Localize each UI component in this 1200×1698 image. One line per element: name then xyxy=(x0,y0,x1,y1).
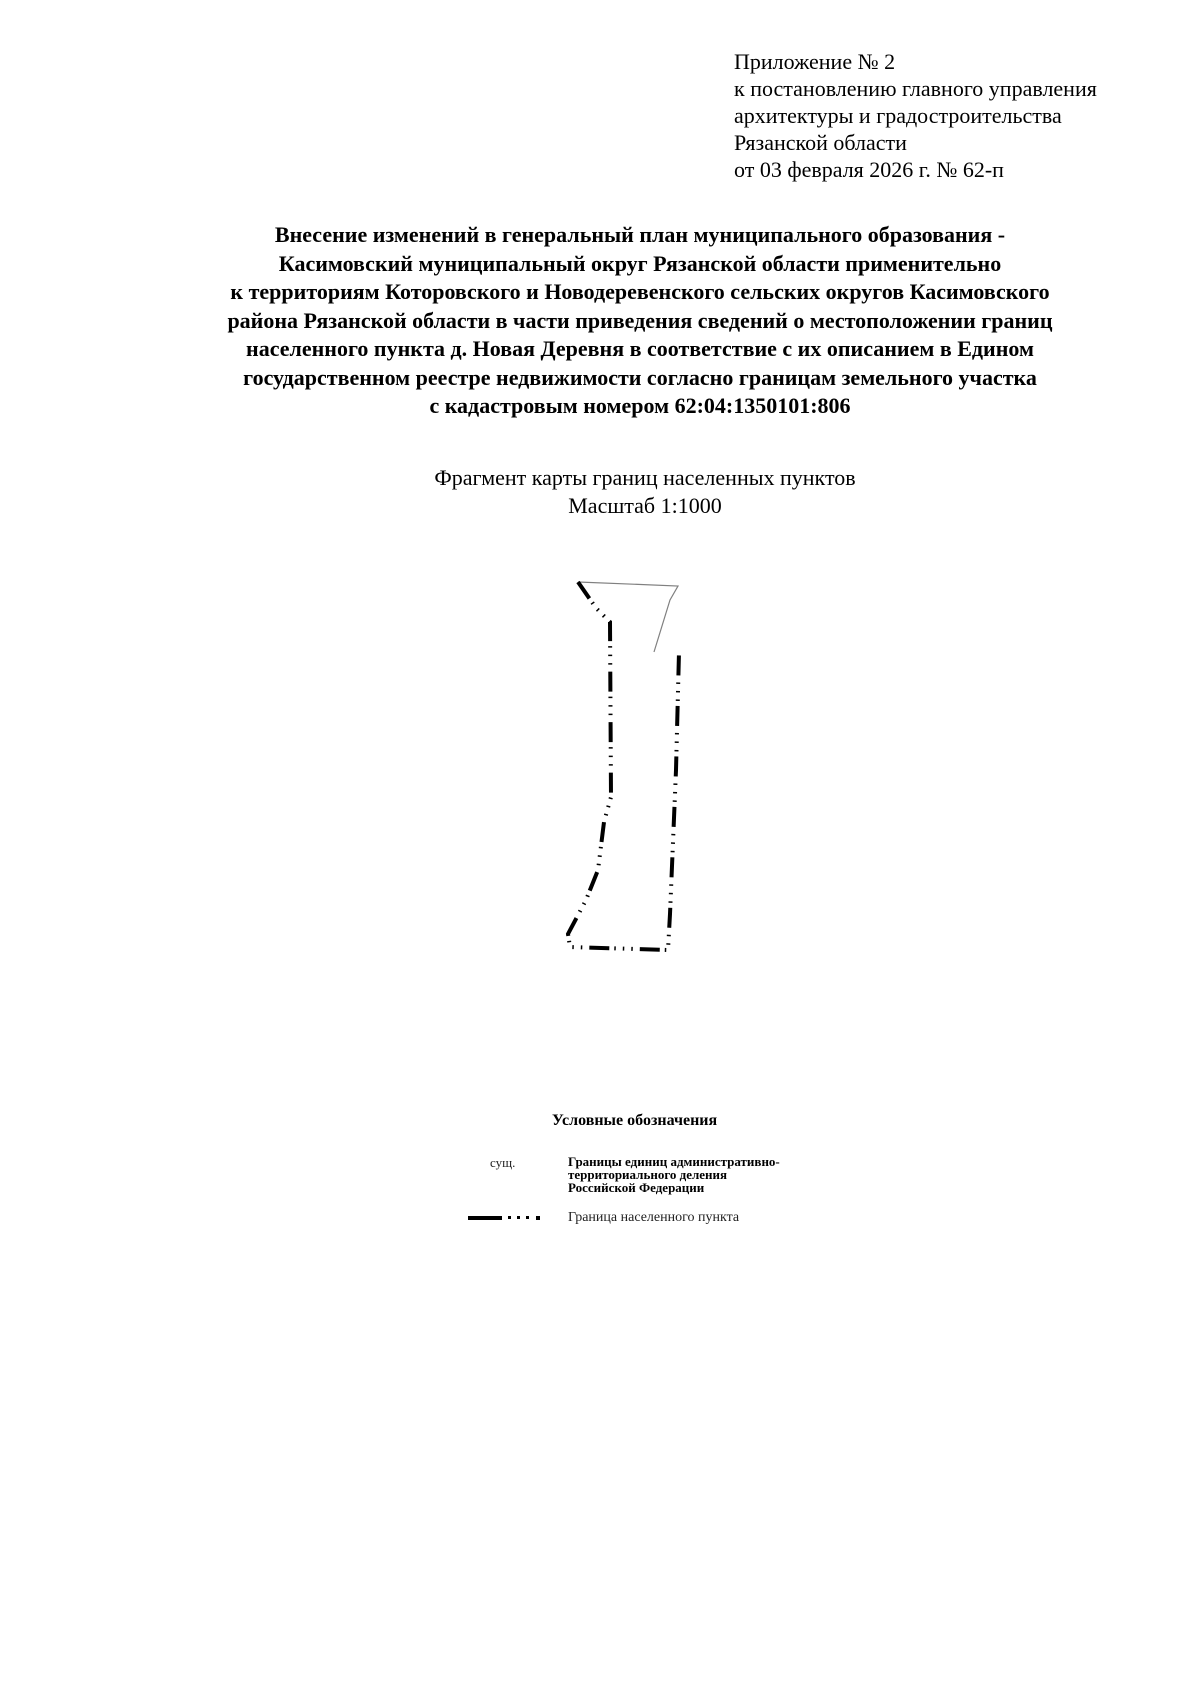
legend-title: Условные обозначения xyxy=(552,1112,718,1129)
legend-settlement-line-symbol xyxy=(468,1213,548,1223)
legend-admin-abbr: сущ. xyxy=(490,1155,516,1170)
title-line: к территориям Которовского и Новодеревенского сельских округов Касимовского xyxy=(230,279,1050,304)
appendix-block xyxy=(734,48,1097,183)
boundary-path xyxy=(568,582,679,950)
title-line: Внесение изменений в генеральный план муниципального образования - xyxy=(274,222,1006,247)
legend-admin-label xyxy=(568,1155,780,1194)
legend-settlement-label: Граница населенного пункта xyxy=(568,1210,740,1225)
legend-admin-line: Российской Федерации xyxy=(568,1180,705,1195)
title-line: населенного пункта д. Новая Деревня в соответствие с их описанием в Едином xyxy=(246,336,1034,361)
appendix-line: к постановлению главного управления xyxy=(734,76,1097,101)
parcel-outline-line xyxy=(578,582,678,652)
map-caption: Фрагмент карты границ населенных пунктов xyxy=(434,465,856,490)
appendix-line: архитектуры и градостроительства xyxy=(734,103,1062,128)
legend-admin-line: Границы единиц административно- xyxy=(568,1154,780,1169)
map-caption-block xyxy=(0,464,1200,520)
appendix-line: Рязанской области xyxy=(734,130,907,155)
appendix-line: Приложение № 2 xyxy=(734,49,896,74)
appendix-line: от 03 февраля 2026 г. № 62-п xyxy=(734,157,1004,182)
document-title xyxy=(80,221,1200,421)
legend-admin-line: территориального деления xyxy=(568,1167,728,1182)
settlement-boundary-line xyxy=(568,582,679,950)
settlement-boundary-map xyxy=(560,570,780,990)
map-scale: Масштаб 1:1000 xyxy=(568,493,722,518)
title-line: района Рязанской области в части приведения сведений о местоположении границ xyxy=(227,307,1053,333)
title-line: Касимовский муниципальный округ Рязанской области применительно xyxy=(278,250,1002,276)
title-line: государственном реестре недвижимости согласно границам земельного участка xyxy=(243,364,1037,390)
title-line: с кадастровым номером 62:04:1350101:806 xyxy=(429,393,851,418)
cadastral-parcel-outline xyxy=(578,582,678,652)
